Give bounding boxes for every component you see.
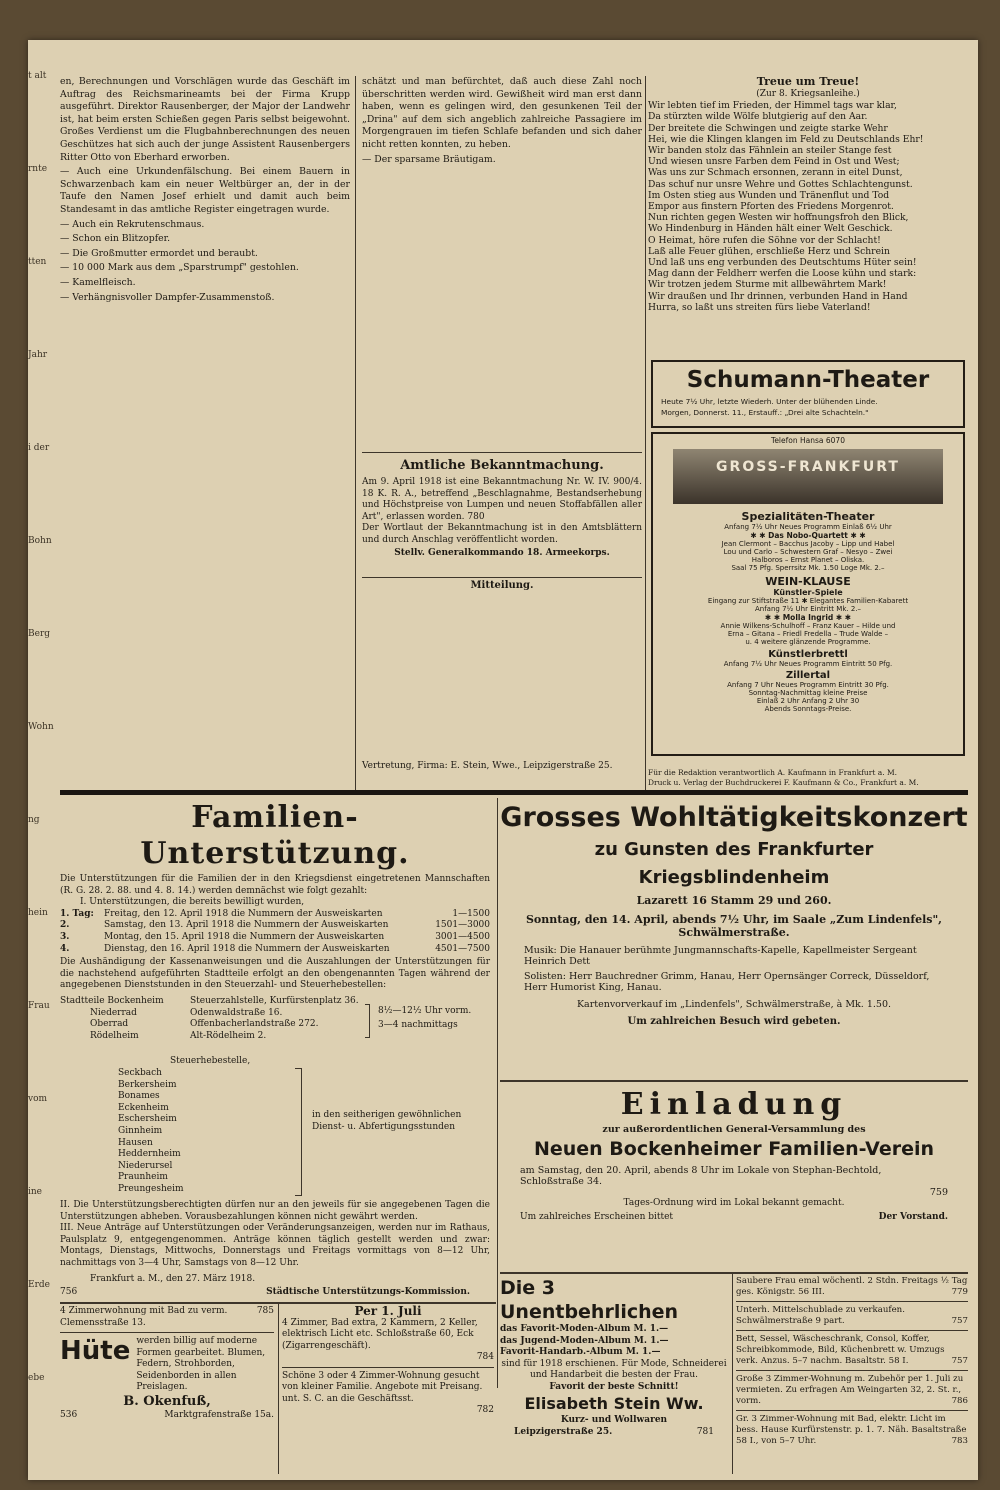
margin-fragment: rnte [28,164,48,174]
poem-line: Wir draußen und Ihr drinnen, verbunden Hand in Hand [648,290,908,302]
rule [500,1080,968,1082]
margin-fragment: ng [28,815,40,825]
small-ad [736,1374,968,1407]
margin-fragment: t alt [28,71,47,81]
margin-fragment: Jahr [28,350,48,360]
charity-concert-ad [500,800,968,1080]
venue-name: GROSS-FRANKFURT [716,459,900,475]
hebestelle-name: Bonames [118,1091,160,1102]
mitteilung-title: Mitteilung. [470,580,534,591]
familien-signature: Städtische Unterstützungs-Kommission. [266,1287,470,1298]
small-ad [736,1414,968,1447]
zahlstellen-list [60,996,360,1042]
paragraph: — Auch ein Rekrutenschmaus. [60,218,205,230]
margin-fragment: vom [28,1094,48,1104]
zahlstelle-name: Oberrad [90,1019,129,1030]
margin-fragment: i der [28,443,50,453]
hebestelle-name: Preungesheim [118,1183,184,1194]
concert-subtitle: zu Gunsten des Frankfurter Kriegsblindenheim [594,839,874,888]
kuenstlerbrettl-line: Anfang 7½ Uhr Neues Programm Eintritt 50 Pfg. [723,660,893,668]
familien-number: 756 [60,1287,78,1298]
imprint-line: Druck u. Verlag der Buchdruckerei F. Kaufmann & Co., Frankfurt a. M. [648,778,919,787]
day-number: 3. [60,931,70,942]
poem [648,75,968,313]
mitteilung-body-placeholder [362,591,642,761]
prices: Saal 75 Pfg. Sperrsitz Mk. 1.50 Loge Mk. 2.– [731,564,885,572]
weinklause-line: Anfang 7½ Uhr Eintritt Mk. 2.– [754,605,862,613]
album-list [500,1324,728,1359]
poem-line: Wir banden stolz das Fähnlein an steiler Stange fest [648,144,892,156]
ad-number: 779 [951,1287,968,1297]
familien-para4: III. Neue Anträge auf Unterstützungen oder Veränderungsanzeigen, werden nur im Rathaus, Paulsplatz 9, entgegengenommen. Anträge können täglich gestellt werden und zwar: Montags, Dienstags, Mittwochs, Donnerstags und Freitags vormittags von 8—12 Uhr, nachmittags von 3—4 Uhr, Samstags von 8—12 Uhr. [60,1223,490,1268]
paragraph: — 10 000 Mark aus dem „Sparstrumpf" gestohlen. [60,262,299,274]
rule [362,452,642,453]
zahlstelle-row [60,1031,360,1043]
poem-line: Und wiesen unsre Farben dem Feind in Ost und West; [648,156,900,168]
small-ad [736,1276,968,1298]
unentbehrlichen-slogan: Favorit der beste Schnitt! [549,1381,679,1392]
notice-body-2: Der Wortlaut der Bekanntmachung ist in den Amtsblättern und durch Anschlag veröffentlicht worden. [362,523,642,545]
invitation-sub: zur außerordentlichen General-Versammlung des [602,1124,866,1135]
hebestellen-label: Steuerhebestelle, [170,1055,251,1066]
small-ads-right [736,1276,968,1447]
hebestelle-name: Hausen [118,1137,153,1148]
notice-mitteilung [362,577,642,787]
poem-subtitle: (Zur 8. Kriegsanleihe.) [756,88,860,99]
names: Lou und Carlo – Schwestern Graf – Nesyo – Zwei [723,548,893,556]
day-range: 1—1500 [452,908,490,919]
poem-line: Das schuf nur unsre Wehre und Gottes Schlachtengunst. [648,178,913,190]
unentbehrlichen-ad [500,1276,728,1472]
hebestelle-name: Praunheim [118,1172,168,1183]
column-divider [278,1304,279,1474]
margin-fragment: Frau [28,1001,50,1011]
margin-fragment: Wohn [28,722,54,732]
small-ad [736,1305,968,1327]
paragraph: — Die Großmutter ermordet und beraubt. [60,247,258,259]
section-bar [60,790,968,795]
imprint-line: Für die Redaktion verantwortlich A. Kaufmann in Frankfurt a. M. [648,768,898,777]
zillertal-title: Zillertal [785,670,831,681]
invitation-ad [500,1086,968,1268]
small-ad-text: Saubere Frau emal wöchentl. 2 Stdn. Freitags ½ Tag ges. Königstr. 56 III. [736,1276,968,1297]
small-ads-left-2 [282,1306,494,1417]
firm-address: Leipzigerstraße 25. [514,1426,613,1437]
building-illustration [673,449,943,504]
hebestellen-list [118,1068,184,1196]
mitteilung-footer: Vertretung, Firma: E. Stein, Wwe., Leipzigerstraße 25. [362,761,613,771]
day-date: Samstag, den 13. April 1918 die Nummern der Ausweiskarten [104,920,389,931]
notice-title: Amtliche Bekanntmachung. [400,458,604,473]
margin-fragment: Erde [28,1280,50,1290]
paragraph: — Auch eine Urkundenfälschung. Bei einem Bauern in Schwarzenbach kam ein neuer Weltbürger an, der in der Taufe den Namen Josef erhielt und damit auch beim Standesamt in das amtliche Register eingetragen wurde. [60,166,350,215]
rule [500,1272,968,1274]
names: u. 4 weitere glänzende Programme. [745,638,871,646]
hebestelle-name: Eschersheim [118,1114,177,1125]
day-number: 1. Tag: [60,908,94,919]
small-ad [736,1334,968,1367]
familien-sub1: I. Unterstützungen, die bereits bewilligt wurden, [80,897,305,908]
column-divider [355,76,356,791]
payment-days [60,909,490,955]
hebestelle-name: Ginnheim [118,1125,163,1136]
news-column-2 [362,76,642,506]
margin-fragment: Berg [28,629,51,639]
rule [60,1332,274,1333]
poem-line: Wir trotzen jedem Sturme mit allbewährtem Mark! [648,279,887,291]
zillertal-line: Einlaß 2 Uhr Anfang 2 Uhr 30 [756,697,860,705]
familien-para3: II. Die Unterstützungsberechtigten dürfen nur an den jeweils für sie angegebenen Tagen die Unterstützungen abheben. Vorausbezahlungen können nicht gewährt werden. [60,1199,490,1222]
gross-frankfurt-ad [651,432,965,756]
zahlstelle-name: Niederrad [90,1007,137,1018]
brace [365,1004,370,1038]
hebestelle-name: Niederursel [118,1160,173,1171]
zahlstelle-name: Rödelheim [90,1030,139,1041]
unentbehrlichen-title: Die 3 Unentbehrlichen [500,1277,679,1323]
invitation-title: Einladung [620,1087,848,1122]
firm-name: Elisabeth Stein Ww. [524,1394,704,1413]
notice-signature: Stellv. Generalkommando 18. Armeekorps. [394,548,610,558]
concert-title: Grosses Wohltätigkeitskonzert [500,802,968,833]
zahlstelle-address: Steuerzahlstelle, Kurfürstenplatz 36. [190,995,359,1006]
poem-line: Hurra, so laßt uns streiten fürs liebe Vaterland! [648,301,871,313]
poem-line: Im Osten stieg aus Wunden und Tränenflut und Tod [648,189,890,201]
poem-lines [648,100,968,313]
poem-line: Mag dann der Feldherr werfen die Loose kühn und stark: [648,268,917,280]
huete-number: 536 [60,1409,78,1420]
zahlstelle-address: Offenbacherlandstraße 272. [190,1019,319,1030]
huete-address: Marktgrafenstraße 15a. [164,1409,274,1420]
payment-day-row [60,920,490,932]
small-ad-text: Bett, Sessel, Wäscheschrank, Consol, Koffer, Schreibkommode, Bild, Küchenbrett w. Umzugs verk. Anzus. 5–7 nachm. Basaltstr. 58 I. [736,1334,945,1366]
brace [295,1068,302,1196]
concert-footer: Um zahlreichen Besuch wird gebeten. [627,1016,841,1027]
firm-number: 781 [696,1426,714,1437]
poem-line: Und laß uns eng verbunden des Deutschtums Hüter sein! [648,256,917,268]
margin-fragment: hein [28,908,48,918]
zahlstellen [60,996,490,1060]
zahlstelle-row [60,996,360,1008]
huete-firm: B. Okenfuß, [123,1393,211,1409]
official-notice [362,452,642,572]
names: Jean Clermont – Bacchus Jacoby – Lipp und Habel [721,540,895,548]
wohnung-ad: 4 Zimmerwohnung mit Bad zu verm. Clemensstraße 13. [60,1306,228,1328]
quartett: ✱ ✱ Das Nobo-Quartett ✱ ✱ [750,531,866,540]
familien-unterstuetzung-notice [60,800,490,1298]
zahlstelle-row [60,1008,360,1020]
day-range: 4501—7500 [435,943,490,954]
juli-title: Per 1. Juli [354,1304,422,1318]
hours-1: 8½—12½ Uhr vorm. [378,1005,472,1016]
concert-lazarett: Lazarett 16 Stamm 29 und 260. [636,894,832,907]
day-number: 2. [60,920,70,931]
kuenstlerbrettl-title: Künstlerbrettl [768,649,848,660]
ad-number: 782 [476,1405,494,1415]
imprint [648,768,968,788]
familien-date: Frankfurt a. M., den 27. März 1918. [90,1273,256,1284]
zahlstelle-address: Odenwaldstraße 16. [190,1007,283,1018]
hebestelle-name: Berkersheim [118,1079,177,1090]
hebestellen [60,1055,490,1200]
newspaper-page [28,40,978,1480]
poem-line: Was uns zur Schmach ersonnen, zerann in eitel Dunst, [648,167,903,179]
poem-line: Wir lebten tief im Frieden, der Himmel tags war klar, [648,100,897,112]
album-item: das Jugend-Moden-Album M. 1.— [500,1335,669,1346]
names: Halboros – Ernst Planet – Oliska. [751,556,865,564]
left-margin-fragment [28,70,54,1470]
spez-line: Anfang 7½ Uhr Neues Programm Einlaß 6½ Uhr [724,523,892,531]
column-divider [645,76,646,791]
small-ad-text: Gr. 3 Zimmer-Wohnung mit Bad, elektr. Licht im bess. Hause Kurfürstenstr. p. 1. 7. Näh. Basaltstraße 58 I., von 5–7 Uhr. [736,1414,967,1446]
ad-number: 783 [951,1436,968,1446]
theater-ad [651,360,965,428]
ad-number: 785 [256,1306,274,1316]
ad-number: 757 [951,1356,968,1366]
paragraph: — Schon ein Blitzopfer. [60,233,171,245]
hebestelle-name: Eckenheim [118,1102,169,1113]
ad-number: 786 [951,1396,968,1406]
column-divider [497,798,498,1388]
weinklause-star: ✱ ✱ Molla Ingrid ✱ ✱ [764,613,852,622]
weinklause-sub: Künstler-Spiele [773,588,843,597]
album-item: Favorit-Handarb.-Album M. 1.— [500,1347,661,1357]
hebestelle-name: Seckbach [118,1067,162,1078]
rule [736,1330,968,1331]
paragraph: — Kamelfleisch. [60,276,136,288]
concert-date: Sonntag, den 14. April, abends 7½ Uhr, im Saale „Zum Lindenfels", Schwälmerstraße. [525,913,943,939]
zahlstelle-name: Stadtteile Bockenheim [60,995,164,1006]
hebestelle-name: Heddernheim [118,1149,181,1160]
theater-line-1: Heute 7½ Uhr, letzte Wiederh. Unter der blühenden Linde. [661,397,878,406]
concert-musik: Musik: Die Hanauer berühmte Jungmannschafts-Kapelle, Kapellmeister Sergeant Heinrich Dett [524,945,917,967]
concert-solisten: Solisten: Herr Bauchredner Grimm, Hanau, Herr Opernsänger Correck, Düsseldorf, Herr Humorist King, Hanau. [524,971,930,993]
zahlstelle-row [60,1019,360,1031]
day-range: 1501—3000 [435,920,490,931]
margin-fragment: ebe [28,1373,45,1383]
poem-line: O Heimat, höre rufen die Söhne vor der Schlacht! [648,234,881,246]
news-column-1 [60,76,350,786]
familien-intro: Die Unterstützungen für die Familien der in den Kriegsdienst eingetretenen Mannschaften (R. G. 28. 2. 88. und 4. 8. 14.) werden demnächst wie folgt gezahlt: [60,874,490,896]
invitation-line-3: Um zahlreiches Erscheinen bittet [520,1212,674,1222]
zahlstelle-address: Alt-Rödelheim 2. [190,1030,267,1041]
rule [736,1301,968,1302]
schoene-text: Schöne 3 oder 4 Zimmer-Wohnung gesucht von kleiner Familie. Angebote mit Preisang. unt. S. C. an die Geschäftsst. [282,1370,483,1404]
paragraph: en, Berechnungen und Vorschlägen wurde das Geschäft im Auftrag des Reichsmarineamts bei der Firma Krupp ausgeführt. Direktor Rausenberger, der Major der Landwehr ist, hat beim ersten Schießen gegen Paris selbst beigewohnt. Großes Verdienst um die Flugbahnberechnungen des neuen Geschützes hat sich auch der junge Assistent Rausenbergers Ritter Otto von Eberhard erworben. [60,76,350,163]
huete-title: Hüte [60,1336,131,1366]
spez-title: Spezialitäten-Theater [741,510,875,523]
invitation-line-1: am Samstag, den 20. April, abends 8 Uhr im Lokale von Stephan-Bechtold, Schloßstraße 34. [520,1165,882,1187]
notice-body: Am 9. April 1918 ist eine Bekanntmachung Nr. W. IV. 900/4. 18 K. R. A., betreffend „Beschlagnahme, Bestandserhebung und Höchstpreise von Lumpen und neuen Stoffabfällen aller Art", erlassen worden. 780 [362,477,642,522]
small-ads-left-1 [60,1306,274,1421]
ad-number: 784 [476,1352,494,1362]
invitation-number: 759 [929,1187,948,1198]
huete-text: werden billig auf moderne Formen gearbeitet. Blumen, Federn, Strohborden, Seidenborden in allen Preislagen. [136,1336,266,1392]
hours-2: 3—4 nachmittags [378,1019,458,1030]
poem-line: Der breitete die Schwingen und zeigte starke Wehr [648,122,888,134]
poem-line: Empor aus finstern Pforten des Friedens Morgenrot. [648,200,894,212]
paragraph: — Verhängnisvoller Dampfer-Zusammenstoß. [60,291,275,303]
margin-fragment: ine [28,1187,43,1197]
paragraph: schätzt und man befürchtet, daß auch diese Zahl noch überschritten werden wird. Gewißheit wird man erst dann haben, wenn es gelingen wird, den gesunkenen Teil der „Drina" auf dem sich angeblich zahlreiche Passagiere im Morgengrauen im tiefen Schlafe befanden und sich daher nicht retten konnten, zu heben. [362,76,642,150]
rule [282,1367,494,1368]
day-number: 4. [60,943,70,954]
invitation-signature: Der Vorstand. [878,1212,948,1222]
poem-line: Laß alle Feuer glühen, erschließe Herz und Schrein [648,245,890,257]
day-date: Montag, den 15. April 1918 die Nummern der Ausweiskarten [104,931,385,942]
paragraph: — Der sparsame Bräutigam. [362,153,496,165]
names: Erna – Gitana – Friedl Fredella – Trude Walde – [727,630,889,638]
theater-line-2: Morgen, Donnerst. 11., Erstauff.: „Drei alte Schachteln." [661,408,869,417]
verein-name: Neuen Bockenheimer Familien-Verein [533,1138,935,1160]
unentbehrlichen-desc: sind für 1918 erschienen. Für Mode, Schneiderei und Handarbeit die besten der Frau. [501,1358,727,1380]
zillertal-line: Abends Sonntags-Preise. [764,705,852,713]
day-date: Dienstag, den 16. April 1918 die Nummern der Ausweiskarten [104,943,390,954]
phone: Telefon Hansa 6070 [771,436,845,445]
poem-line: Nun richten gegen Westen wir hoffnungsfroh den Blick, [648,212,909,224]
weinklause-title: WEIN-KLAUSE [765,575,851,588]
ad-number: 757 [951,1316,968,1326]
weinklause-line: Eingang zur Stiftstraße 11 ✱ Elegantes Familien-Kabarett [707,597,909,605]
invitation-line-2: Tages-Ordnung wird im Lokal bekannt gemacht. [623,1198,845,1208]
zillertal-line: Sonntag-Nachmittag kleine Preise [748,689,868,697]
concert-karten: Kartenvorverkauf im „Lindenfels", Schwälmerstraße, à Mk. 1.50. [576,999,892,1010]
payment-day-row [60,932,490,944]
poem-line: Hei, wie die Klingen klangen im Feld zu Deutschlands Ehr! [648,133,924,145]
juli-text: 4 Zimmer, Bad extra, 2 Kammern, 2 Keller, elektrisch Licht etc. Schloßstraße 60, Eck (Zigarrengeschäft). [282,1317,478,1351]
familien-para2: Die Aushändigung der Kassenanweisungen und die Auszahlungen der Unterstützungen für die nachstehend aufgeführten Stadtteile erfolgt an den obengenannten Tagen während der angegebenen Dienststunden in den Steuerzahl- und Steuerhebestellen: [60,957,490,991]
payment-day-row [60,944,490,956]
margin-fragment: Bohn [28,536,52,546]
day-date: Freitag, den 12. April 1918 die Nummern der Ausweiskarten [104,908,383,919]
poem-title: Treue um Treue! [756,75,860,88]
day-range: 3001—4500 [435,931,490,942]
rule [736,1410,968,1411]
album-item: das Favorit-Moden-Album M. 1.— [500,1324,669,1334]
rule [736,1370,968,1371]
column-divider [732,1274,733,1474]
firm-sub: Kurz- und Wollwaren [560,1415,668,1425]
hebestellen-note: in den seitherigen gewöhnlichen Dienst- u. Abfertigungsstunden [312,1109,462,1132]
names: Annie Wilkens-Schulhoff – Franz Kauer – Hilde und [720,622,896,630]
margin-fragment: tten [28,257,47,267]
poem-line: Wo Hindenburg in Händen hält einer Welt Geschick. [648,223,893,235]
poem-line: Da stürzten wilde Wölfe blutgierig auf den Aar. [648,111,868,123]
payment-day-row [60,909,490,921]
zillertal-line: Anfang 7 Uhr Neues Programm Eintritt 30 Pfg. [727,681,889,689]
familien-title: Familien-Unterstützung. [140,800,410,871]
theater-title: Schumann-Theater [686,367,930,393]
small-ad-text: Unterh. Mittelschublade zu verkaufen. Schwälmerstraße 9 part. [736,1305,905,1326]
rule [362,577,642,578]
small-ad-text: Große 3 Zimmer-Wohnung m. Zubehör per 1. Juli zu vermieten. Zu erfragen Am Weingarten 32, 2. St. r., vorm. [736,1374,964,1406]
